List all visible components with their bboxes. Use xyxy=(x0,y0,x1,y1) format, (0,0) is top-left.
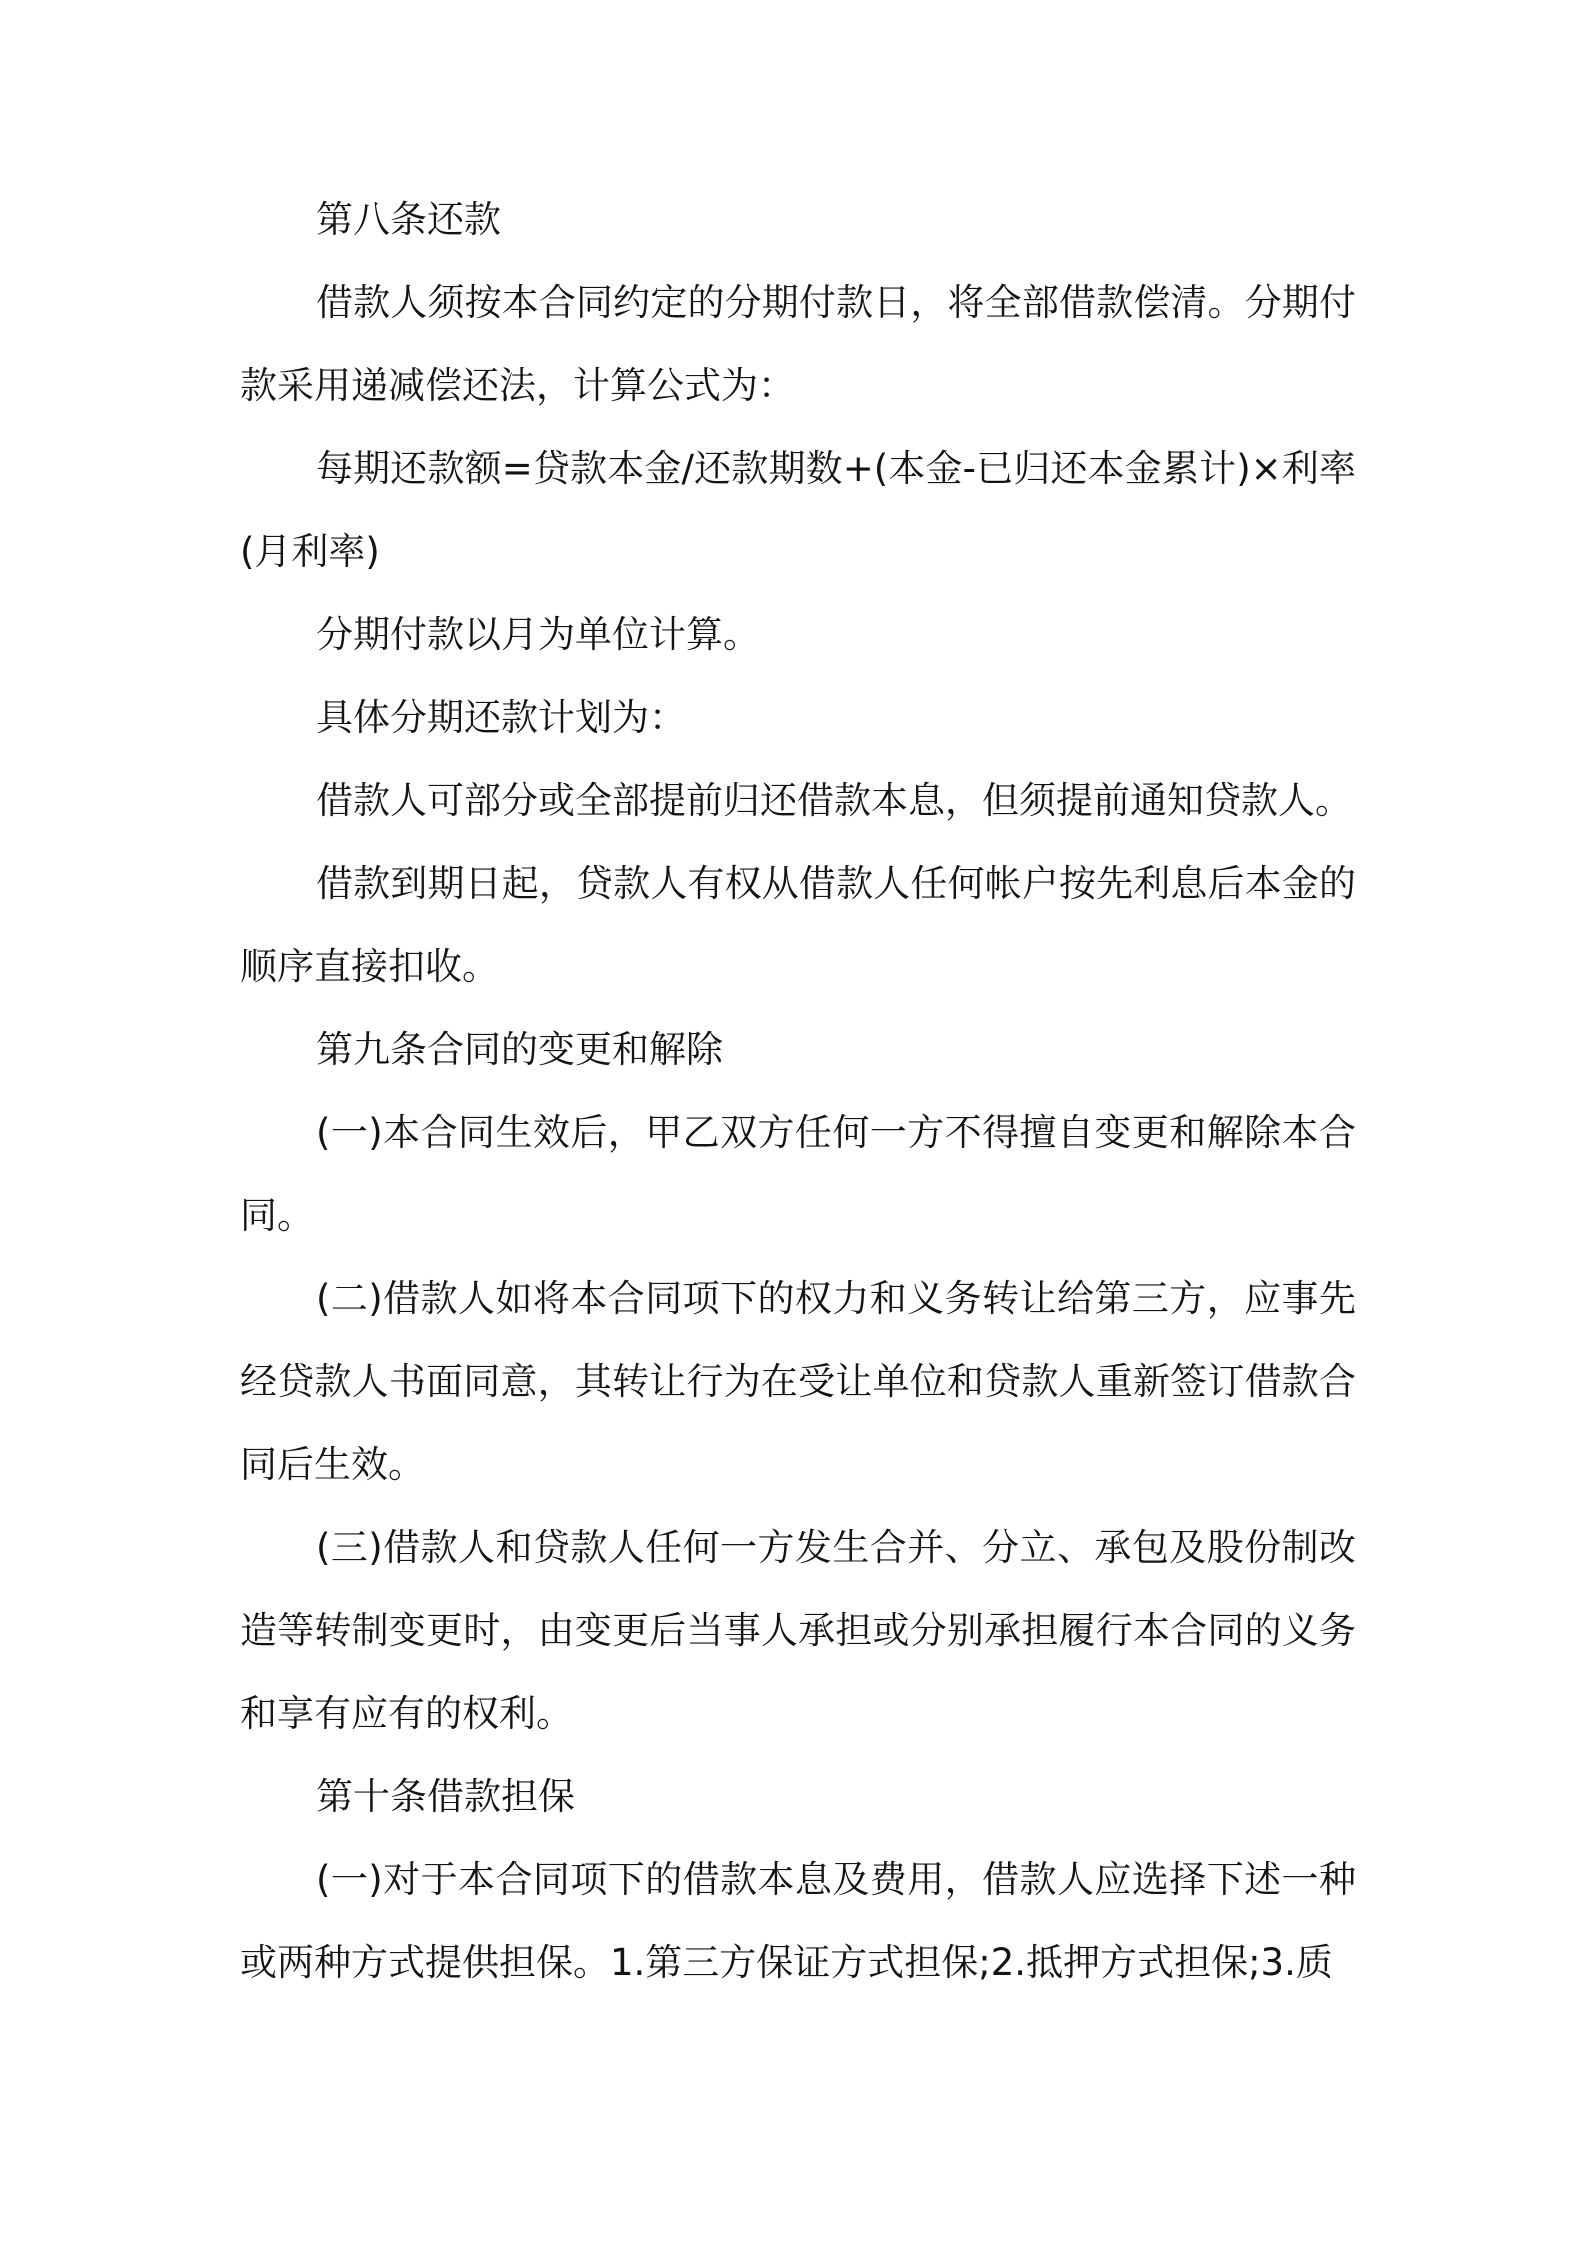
article-8-paragraph-formula: 每期还款额=贷款本金/还款期数+(本金-已归还本金累计)×利率(月利率) xyxy=(240,447,1356,573)
article-9-paragraph-2: (二)借款人如将本合同项下的权力和义务转让给第三方，应事先经贷款人书面同意，其转让行为在受让单位和贷款人重新签订借款合同后生效。 xyxy=(240,1277,1356,1486)
article-9-paragraph-1: (一)本合同生效后，甲乙双方任何一方不得擅自变更和解除本合同。 xyxy=(240,1111,1356,1237)
article-10-heading: 第十条借款担保 xyxy=(316,1775,575,1818)
article-10-paragraph-1: (一)对于本合同项下的借款本息及费用，借款人应选择下述一种或两种方式提供担保。1.第三方保证方式担保;2.抵押方式担保;3.质 xyxy=(240,1858,1356,1984)
article-9-heading: 第九条合同的变更和解除 xyxy=(316,1028,723,1071)
article-8-paragraph-deduction: 借款到期日起，贷款人有权从借款人任何帐户按先利息后本金的顺序直接扣收。 xyxy=(240,862,1356,988)
article-8-heading: 第八条还款 xyxy=(316,198,501,241)
document-body xyxy=(240,178,1356,2004)
article-8-paragraph-plan: 具体分期还款计划为： xyxy=(316,696,686,739)
article-8-paragraph-repayment: 借款人须按本合同约定的分期付款日，将全部借款偿清。分期付款采用递减偿还法，计算公式为： xyxy=(240,281,1356,407)
article-8-paragraph-monthly-unit: 分期付款以月为单位计算。 xyxy=(316,613,760,656)
article-9-paragraph-3: (三)借款人和贷款人任何一方发生合并、分立、承包及股份制改造等转制变更时，由变更后当事人承担或分别承担履行本合同的义务和享有应有的权利。 xyxy=(240,1526,1356,1735)
article-8-paragraph-early-repayment: 借款人可部分或全部提前归还借款本息，但须提前通知贷款人。 xyxy=(316,779,1352,822)
